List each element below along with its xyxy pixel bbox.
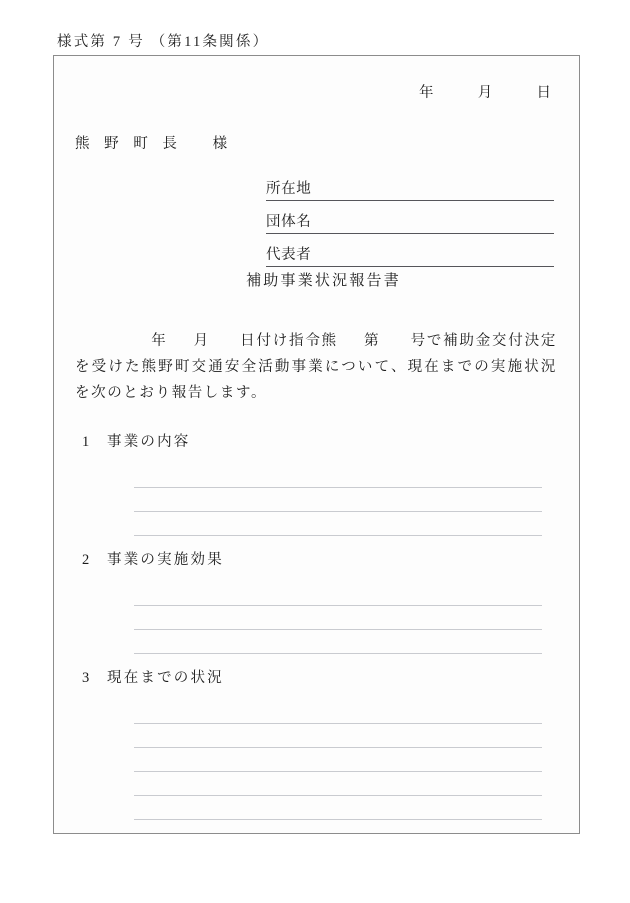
section-current-status bbox=[75, 666, 557, 820]
section-number-3: 3 bbox=[82, 670, 90, 686]
rule-line[interactable] bbox=[134, 724, 542, 748]
addressee-honorific: 様 bbox=[212, 136, 233, 152]
field-row-location[interactable] bbox=[266, 176, 554, 201]
field-row-representative[interactable] bbox=[266, 242, 554, 267]
section-label-3: 現在までの状況 bbox=[107, 670, 224, 686]
field-input-organization[interactable] bbox=[311, 214, 554, 233]
section-label-1: 事業の内容 bbox=[107, 434, 191, 450]
field-label-representative: 代表者 bbox=[266, 247, 312, 263]
form-sheet-inner bbox=[54, 56, 579, 833]
rule-line[interactable] bbox=[134, 582, 542, 606]
field-row-organization[interactable] bbox=[266, 209, 554, 234]
date-year-label: 年 bbox=[419, 85, 435, 101]
addressee-line bbox=[75, 132, 233, 153]
rule-line[interactable] bbox=[134, 772, 542, 796]
body-month-label: 月 bbox=[193, 333, 210, 349]
rule-line[interactable] bbox=[134, 488, 542, 512]
section-implementation-effect bbox=[75, 548, 557, 654]
section-writing-area-2[interactable] bbox=[75, 582, 557, 654]
rule-line[interactable] bbox=[134, 512, 542, 536]
rule-line[interactable] bbox=[134, 748, 542, 772]
section-project-content bbox=[75, 430, 557, 536]
section-number-2: 2 bbox=[82, 552, 90, 568]
form-number: 様式第 7 号 （第11条関係） bbox=[57, 34, 270, 50]
addressee-recipient: 熊 野 町 長 bbox=[75, 136, 183, 152]
date-month-label: 月 bbox=[477, 85, 494, 101]
body-paragraph bbox=[75, 328, 557, 406]
rule-line[interactable] bbox=[134, 464, 542, 488]
section-heading-2 bbox=[75, 548, 557, 569]
date-line bbox=[419, 81, 552, 102]
body-dai-label: 第 bbox=[363, 333, 381, 349]
rule-line[interactable] bbox=[134, 606, 542, 630]
applicant-fields bbox=[266, 176, 554, 275]
field-input-location[interactable] bbox=[311, 181, 554, 200]
section-heading-3 bbox=[75, 666, 557, 687]
rule-line[interactable] bbox=[134, 796, 542, 820]
body-order-text: 日付け指令熊 bbox=[239, 333, 338, 349]
section-writing-area-1[interactable] bbox=[75, 464, 557, 536]
rule-line[interactable] bbox=[134, 630, 542, 654]
field-label-organization: 団体名 bbox=[266, 214, 312, 230]
section-writing-area-3[interactable] bbox=[75, 700, 557, 820]
field-input-representative[interactable] bbox=[311, 247, 554, 266]
document-title: 補助事業状況報告書 bbox=[246, 273, 401, 289]
section-heading-1 bbox=[75, 430, 557, 451]
rule-line[interactable] bbox=[134, 700, 542, 724]
date-day-label: 日 bbox=[536, 85, 552, 101]
form-sheet bbox=[53, 55, 580, 834]
section-label-2: 事業の実施効果 bbox=[107, 552, 224, 568]
body-year-label: 年 bbox=[151, 333, 168, 349]
body-tail-text: 号で補助金交付決定を受けた熊野町交通安全活動事業について、現在までの実施状況を次のとおり報告します。 bbox=[75, 333, 557, 401]
section-number-1: 1 bbox=[82, 434, 90, 450]
field-label-location: 所在地 bbox=[266, 181, 312, 197]
